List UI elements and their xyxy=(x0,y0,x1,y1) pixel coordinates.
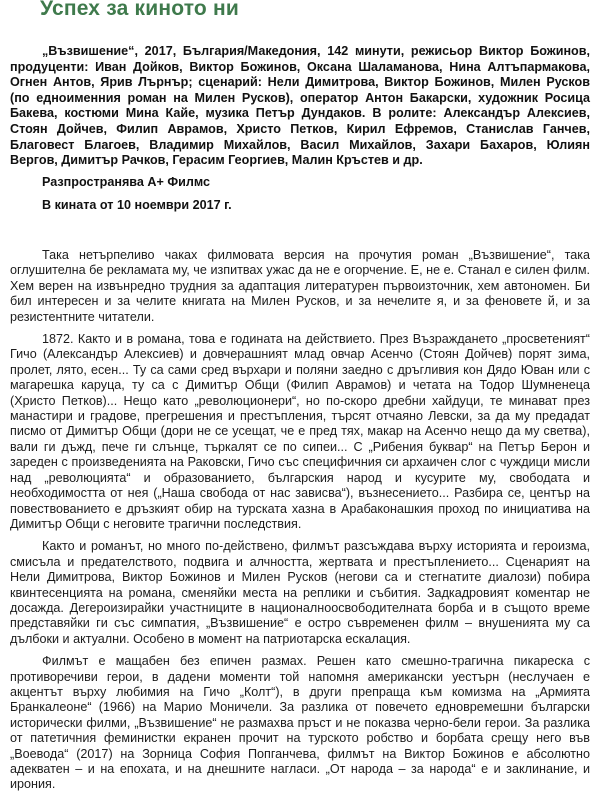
body-paragraph: 1872. Както и в романа, това е годината на действието. През Възраждането „просветеният“ Гичо (Александър Алексиев) и довчерашният млад овчар Асенчо (Стоян Дойчев) порят зима, пролет, лято, есен... Ту са сами сред върхари и поляни заедно с дръгливия кон Дядо Юван или с магарешка каруца, ту са с Димитър Общи (Филип Аврамов) и четата на Тодор Шумненеца (Христо Петков)... Нещо като „революционери“, но по-скоро дребни хайдуци, те минават през манастири и градове, прегрешения и престъпления, търсят отчаяно Левски, за да му предадат писмо от Димитър Общи (дори не се усещат, че е пред тях, макар на Асенчо нещо да му светва), вали ги дъжд, пече ги слънце, търкалят се по сипеи... С „Рибения буквар“ на Петър Берон и зареден с произведенията на Раковски, Гичо със специфичния си архаичен слог с чуждици мисли над „революцията“ и образованието, българския народ и кусурите му, свободата и необходимостта от нея („Наша свобода от нас зависва“), възнесението... Разбира се, център на повествованието е дръзкият обир на турската хазна в Арабаконашкия проход по инициатива на Димитър Общи с неговите трагични последствия. xyxy=(10,332,590,531)
article-title: Успех за киното ни xyxy=(40,0,239,20)
film-credits-block xyxy=(10,44,590,214)
article-body xyxy=(10,248,590,800)
release-date-line: В кината от 10 ноември 2017 г. xyxy=(42,198,232,213)
film-credits: „Възвишение“, 2017, България/Македония, 142 минути, режисьор Виктор Божинов, продуценти: Иван Дойков, Виктор Божинов, Оксана Шаламанова, Нина Алтъпармакова, Огнен Антов, Ярив Лърнър; сценарий: Нели Димитрова, Виктор Божинов, Милен Русков (по едноименния роман на Милен Русков), оператор Антон Бакарски, художник Росица Бакева, костюми Мина Кайе, музика Петър Дундаков. В ролите: Александър Алексиев, Стоян Дойчев, Филип Аврамов, Христо Петков, Кирил Ефремов, Станислав Ганчев, Благовест Благоев, Владимир Михайлов, Васил Михайлов, Захари Бахаров, Юлиян Вергов, Димитър Рачков, Герасим Георгиев, Малин Кръстев и др. xyxy=(10,44,590,168)
distributor-line: Разпространява А+ Филмс xyxy=(42,174,210,189)
body-paragraph: Така нетърпеливо чаках филмовата версия на прочутия роман „Възвишение“, така оглушителна бе рекламата му, че изпитвах ужас да не е огорчение. Е, не е. Станал е силен филм. Хем верен на извънредно трудния за адаптация литературен първоизточник, хем автономен. Би бил интересен и за челите книгата на Милен Русков, и за нечелите я, и за феновете й, и за резистентните читатели. xyxy=(10,248,590,324)
body-paragraph: Както и романът, но много по-действено, филмът разсъждава върху историята и героизма, смисъла и предателството, подвига и алчността, жертвата и престъплението... Сценарият на Нели Димитрова, Виктор Божинов и Милен Русков (негови са и стегнатите диалози) побира квинтесенцията на романа, сменяйки места на реплики и събития. Задкадровият коментар не досажда. Дегероизирайки участниците в националноосвободителната борба и в същото време представяйки ги със симпатия, „Възвишение“ е остро съвременен филм – внушенията му са дълбоки и актуални. Особено в момент на патриотарска ескалация. xyxy=(10,539,590,646)
body-paragraph: Филмът е мащабен без епичен размах. Решен като смешно-трагична пикареска с противоречиви герои, в дадени моменти той напомня американски уестърн (неслучаен е акцентът върху любимия на Гичо „Колт“), в други препраща към комизма на „Армията Бранкалеоне“ (1966) на Марио Моничели. За разлика от повечето едновремешни български исторически филми, „Възвишение“ не размахва пръст и не показва черно-бели герои. За разлика от патетичния феминистки екранен прочит на турското робство и борбата срещу него във „Воевода“ (2017) на Зорница София Попганчева, филмът на Виктор Божинов е абсолютно адекватен – и на епохата, и на днешните нагласи. „От народа – за народа“ е и заклинание, и ирония. xyxy=(10,654,590,792)
